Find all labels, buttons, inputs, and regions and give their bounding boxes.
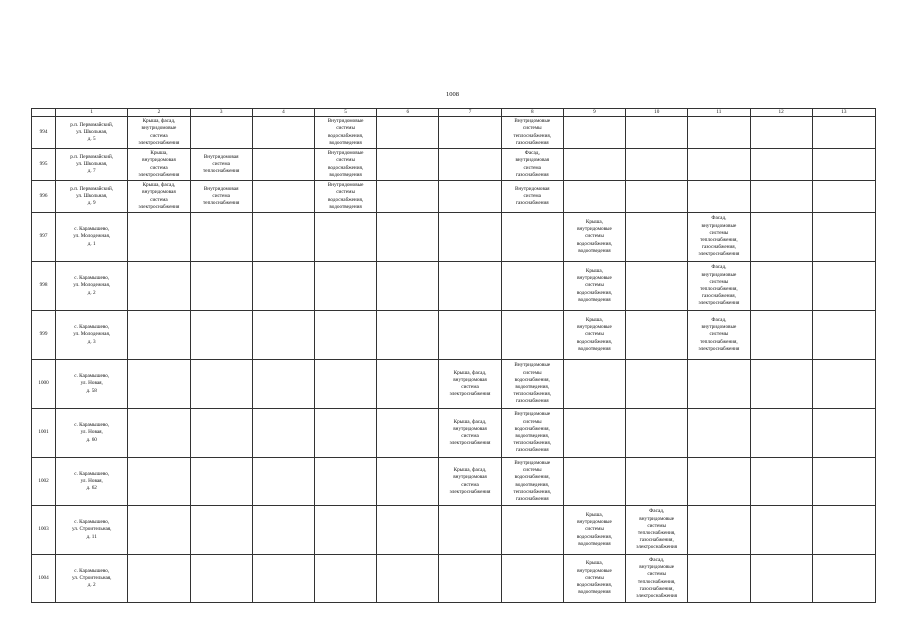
- work-cell: [314, 409, 376, 458]
- work-cell: [314, 262, 376, 311]
- column-header: 10: [626, 109, 688, 117]
- work-cell: [190, 360, 252, 409]
- row-number: 995: [32, 149, 56, 181]
- work-cell: [750, 311, 812, 360]
- work-cell: [812, 555, 875, 603]
- work-cell: Фасад, внутридомовые системы теплоснабжения, газоснабжения, электроснабжения: [626, 555, 688, 603]
- work-cell: Крыша, внутридомовые системы водоснабжения, водоотведения: [563, 506, 625, 555]
- column-header: 12: [750, 109, 812, 117]
- work-cell: [377, 149, 439, 181]
- work-cell: Крыша, фасад, внутридомовая система электроснабжения: [439, 360, 501, 409]
- work-cell: [128, 409, 190, 458]
- work-cell: [439, 181, 501, 213]
- work-cell: [128, 213, 190, 262]
- work-cell: [688, 409, 750, 458]
- work-cell: Крыша, фасад, внутридомовая система электроснабжения: [128, 181, 190, 213]
- header-cell-blank: [32, 109, 56, 117]
- work-cell: Внутридомовая система газоснабжения: [501, 181, 563, 213]
- work-cell: Внутридомовые системы водоснабжения, водоотведения, теплоснабжения, газоснабжения: [501, 458, 563, 506]
- work-cell: [812, 458, 875, 506]
- work-cell: [252, 181, 314, 213]
- address-cell: р.п. Первомайский, ул. Школьная, д. 5: [56, 117, 128, 149]
- table-row: [32, 311, 876, 360]
- row-number: 1001: [32, 409, 56, 458]
- work-cell: [563, 181, 625, 213]
- work-cell: [190, 409, 252, 458]
- work-cell: [439, 149, 501, 181]
- address-cell: р.п. Первомайский, ул. Школьная, д. 9: [56, 181, 128, 213]
- work-cell: [128, 262, 190, 311]
- work-cell: [626, 213, 688, 262]
- work-cell: [750, 409, 812, 458]
- work-cell: [252, 311, 314, 360]
- work-cell: Фасад, внутридомовые системы теплоснабжения, газоснабжения, электроснабжения: [688, 262, 750, 311]
- work-cell: Фасад, внутридомовые системы теплоснабжения, газоснабжения, электроснабжения: [626, 506, 688, 555]
- work-cell: [128, 458, 190, 506]
- work-cell: [688, 458, 750, 506]
- work-cell: [439, 117, 501, 149]
- work-cell: [377, 213, 439, 262]
- work-cell: [252, 117, 314, 149]
- table-row: [32, 213, 876, 262]
- work-cell: [688, 555, 750, 603]
- work-cell: [812, 311, 875, 360]
- work-cell: [190, 213, 252, 262]
- row-number: 994: [32, 117, 56, 149]
- work-cell: [626, 149, 688, 181]
- work-cell: [688, 181, 750, 213]
- work-cell: [314, 555, 376, 603]
- table-row: [32, 181, 876, 213]
- work-cell: [377, 181, 439, 213]
- work-cell: [190, 506, 252, 555]
- header-row: [32, 109, 876, 117]
- work-cell: [750, 458, 812, 506]
- row-number: 999: [32, 311, 56, 360]
- work-cell: Внутридомовые системы водоснабжения, водоотведения, теплоснабжения, газоснабжения: [501, 360, 563, 409]
- work-cell: Внутридомовая система теплоснабжения: [190, 149, 252, 181]
- work-cell: Крыша, фасад, внутридомовая система электроснабжения: [439, 409, 501, 458]
- work-cell: [812, 409, 875, 458]
- work-cell: [688, 117, 750, 149]
- work-cell: Внутридомовые системы водоснабжения, водоотведения: [314, 117, 376, 149]
- column-header: 4: [252, 109, 314, 117]
- row-number: 997: [32, 213, 56, 262]
- work-cell: [439, 555, 501, 603]
- work-cell: [314, 458, 376, 506]
- row-number: 1003: [32, 506, 56, 555]
- work-cell: [563, 117, 625, 149]
- work-cell: Внутридомовые системы водоснабжения, водоотведения: [314, 181, 376, 213]
- work-cell: [626, 311, 688, 360]
- repair-schedule-table: [31, 108, 876, 603]
- work-cell: [688, 360, 750, 409]
- work-cell: Крыша, внутридомовые системы водоснабжения, водоотведения: [563, 262, 625, 311]
- work-cell: [252, 213, 314, 262]
- work-cell: [688, 149, 750, 181]
- work-cell: [501, 262, 563, 311]
- work-cell: [501, 555, 563, 603]
- work-cell: [563, 458, 625, 506]
- work-cell: [812, 360, 875, 409]
- work-cell: [626, 409, 688, 458]
- work-cell: Внутридомовые системы теплоснабжения, газоснабжения: [501, 117, 563, 149]
- work-cell: [128, 360, 190, 409]
- work-cell: [750, 262, 812, 311]
- work-cell: Крыша, внутридомовые системы водоснабжения, водоотведения: [563, 555, 625, 603]
- row-number: 1002: [32, 458, 56, 506]
- column-header: 1: [56, 109, 128, 117]
- column-header: 5: [314, 109, 376, 117]
- work-cell: [750, 506, 812, 555]
- column-header: 7: [439, 109, 501, 117]
- table-row: [32, 117, 876, 149]
- work-cell: [252, 262, 314, 311]
- address-cell: с. Карамышево, ул. Строительная, д. 11: [56, 506, 128, 555]
- work-cell: [252, 458, 314, 506]
- column-header: 8: [501, 109, 563, 117]
- work-cell: [128, 311, 190, 360]
- work-cell: [626, 458, 688, 506]
- address-cell: с. Карамышево, ул. Молодежная, д. 3: [56, 311, 128, 360]
- work-cell: [563, 360, 625, 409]
- work-cell: [812, 506, 875, 555]
- work-cell: [190, 311, 252, 360]
- work-cell: [128, 555, 190, 603]
- work-cell: [314, 360, 376, 409]
- column-header: 13: [812, 109, 875, 117]
- address-cell: с. Карамышево, ул. Новая, д. 58: [56, 360, 128, 409]
- table-row: [32, 409, 876, 458]
- address-cell: с. Карамышево, ул. Строительная, д. 2: [56, 555, 128, 603]
- work-cell: [377, 458, 439, 506]
- work-cell: Фасад, внутридомовые системы теплоснабжения, газоснабжения, электроснабжения: [688, 213, 750, 262]
- work-cell: [688, 506, 750, 555]
- work-cell: Крыша, фасад, внутридомовая система электроснабжения: [439, 458, 501, 506]
- work-cell: Внутридомовые системы водоснабжения, водоотведения, теплоснабжения, газоснабжения: [501, 409, 563, 458]
- work-cell: [252, 149, 314, 181]
- address-cell: р.п. Первомайский, ул. Школьная, д. 7: [56, 149, 128, 181]
- work-cell: [750, 117, 812, 149]
- work-cell: [252, 555, 314, 603]
- work-cell: [377, 409, 439, 458]
- page-number: 1008: [446, 91, 459, 98]
- work-cell: Фасад, внутридомовые системы теплоснабжения, электроснабжения: [688, 311, 750, 360]
- work-cell: [812, 149, 875, 181]
- row-number: 996: [32, 181, 56, 213]
- table-row: [32, 458, 876, 506]
- work-cell: [377, 311, 439, 360]
- table-row: [32, 555, 876, 603]
- address-cell: с. Карамышево, ул. Молодежная, д. 1: [56, 213, 128, 262]
- work-cell: [750, 555, 812, 603]
- work-cell: [128, 506, 190, 555]
- work-cell: [314, 506, 376, 555]
- work-cell: [314, 311, 376, 360]
- work-cell: [190, 117, 252, 149]
- work-cell: [501, 311, 563, 360]
- work-cell: [501, 506, 563, 555]
- work-cell: Внутридомовая система теплоснабжения: [190, 181, 252, 213]
- work-cell: Крыша, внутридомовая система электроснабжения: [128, 149, 190, 181]
- work-cell: Фасад, внутридомовая система газоснабжения: [501, 149, 563, 181]
- work-cell: [750, 181, 812, 213]
- work-cell: [750, 360, 812, 409]
- work-cell: [626, 181, 688, 213]
- work-cell: [812, 181, 875, 213]
- work-cell: [750, 149, 812, 181]
- work-cell: [377, 555, 439, 603]
- work-cell: [501, 213, 563, 262]
- work-cell: [252, 409, 314, 458]
- work-cell: Крыша, внутридомовые системы водоснабжения, водоотведения: [563, 311, 625, 360]
- work-cell: [439, 213, 501, 262]
- work-cell: [750, 213, 812, 262]
- table-row: [32, 506, 876, 555]
- work-cell: [252, 506, 314, 555]
- work-cell: [563, 149, 625, 181]
- work-cell: [190, 555, 252, 603]
- work-cell: [439, 262, 501, 311]
- work-cell: [377, 117, 439, 149]
- work-cell: Крыша, внутридомовые системы водоснабжения, водоотведения: [563, 213, 625, 262]
- work-cell: Внутридомовые системы водоснабжения, водоотведения: [314, 149, 376, 181]
- address-cell: с. Карамышево, ул. Молодежная, д. 2: [56, 262, 128, 311]
- work-cell: [377, 360, 439, 409]
- work-cell: Крыша, фасад, внутридомовые система электроснабжения: [128, 117, 190, 149]
- work-cell: [626, 117, 688, 149]
- row-number: 1004: [32, 555, 56, 603]
- table-row: [32, 149, 876, 181]
- column-header: 6: [377, 109, 439, 117]
- work-cell: [190, 458, 252, 506]
- work-cell: [626, 262, 688, 311]
- column-header: 3: [190, 109, 252, 117]
- work-cell: [377, 262, 439, 311]
- work-cell: [190, 262, 252, 311]
- table-row: [32, 360, 876, 409]
- work-cell: [563, 409, 625, 458]
- work-cell: [439, 311, 501, 360]
- row-number: 1000: [32, 360, 56, 409]
- work-cell: [377, 506, 439, 555]
- work-cell: [626, 360, 688, 409]
- column-header: 9: [563, 109, 625, 117]
- row-number: 998: [32, 262, 56, 311]
- work-cell: [314, 213, 376, 262]
- work-cell: [439, 506, 501, 555]
- address-cell: с. Карамышево, ул. Новая, д. 62: [56, 458, 128, 506]
- work-cell: [812, 262, 875, 311]
- work-cell: [812, 213, 875, 262]
- column-header: 11: [688, 109, 750, 117]
- address-cell: с. Карамышево, ул. Новая, д. 60: [56, 409, 128, 458]
- table-row: [32, 262, 876, 311]
- work-cell: [252, 360, 314, 409]
- work-cell: [812, 117, 875, 149]
- column-header: 2: [128, 109, 190, 117]
